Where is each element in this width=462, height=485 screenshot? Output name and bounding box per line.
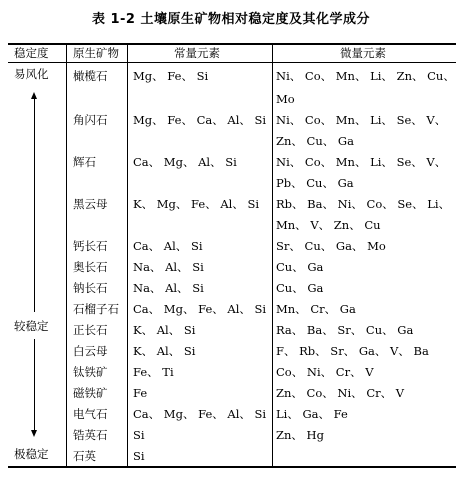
table-title: 表 1-2 土壤原生矿物相对稳定度及其化学成分 <box>91 12 371 27</box>
arrow-down-icon <box>31 430 37 437</box>
trace-elements: F、 Rb、 Sr、 Ga、 V、 Ba <box>276 344 429 358</box>
trace-elements: Ni、 Co、 Mn、 Li、 Zn、 Cu、 <box>276 69 455 83</box>
stability-label-very-stable: 极稳定 <box>14 447 49 461</box>
trace-elements: Cu、 Ga <box>276 260 324 274</box>
major-elements: K、 Al、 Si <box>133 344 196 358</box>
mineral-name: 橄榄石 <box>73 69 108 83</box>
mineral-name: 正长石 <box>73 323 108 337</box>
header-mineral: 原生矿物 <box>73 46 119 60</box>
trace-elements: Rb、 Ba、 Ni、 Co、 Se、 Li、 <box>276 197 451 211</box>
major-elements: Ca、 Mg、 Fe、 Al、 Si <box>133 302 267 316</box>
trace-elements: Zn、 Co、 Ni、 Cr、 V <box>276 386 405 400</box>
major-elements: Fe <box>133 386 148 400</box>
major-elements: K、 Al、 Si <box>133 323 196 337</box>
header-trace-elements: 微量元素 <box>340 46 386 60</box>
major-elements: Mg、 Fe、 Ca、 Al、 Si <box>133 113 267 127</box>
mineral-name: 钠长石 <box>73 281 108 295</box>
trace-elements: Mn、 Cr、 Ga <box>276 302 356 316</box>
major-elements: K、 Mg、 Fe、 Al、 Si <box>133 197 260 211</box>
major-elements: Fe、 Ti <box>133 365 174 379</box>
trace-elements-continued: Zn、 Cu、 Ga <box>276 134 354 148</box>
stability-arrow-shaft <box>34 339 35 431</box>
mineral-name: 黑云母 <box>73 197 108 211</box>
stability-label-easy: 易风化 <box>14 67 49 81</box>
mineral-name: 石英 <box>73 449 96 463</box>
mineral-name: 奥长石 <box>73 260 108 274</box>
major-elements: Ca、 Al、 Si <box>133 239 203 253</box>
trace-elements: Zn、 Hg <box>276 428 324 442</box>
mineral-name: 钛铁矿 <box>73 365 108 379</box>
trace-elements: Co、 Ni、 Cr、 V <box>276 365 374 379</box>
trace-elements-continued: Mn、 V、 Zn、 Cu <box>276 218 381 232</box>
trace-elements-continued: Pb、 Cu、 Ga <box>276 176 354 190</box>
major-elements: Si <box>133 449 145 463</box>
major-elements: Ca、 Mg、 Fe、 Al、 Si <box>133 407 267 421</box>
header-stability: 稳定度 <box>14 46 49 60</box>
column-divider <box>272 44 273 467</box>
major-elements: Mg、 Fe、 Si <box>133 69 209 83</box>
mineral-name: 白云母 <box>73 344 108 358</box>
trace-elements: Sr、 Cu、 Ga、 Mo <box>276 239 386 253</box>
trace-elements: Li、 Ga、 Fe <box>276 407 348 421</box>
mineral-name: 角闪石 <box>73 113 108 127</box>
stability-label-moderate: 较稳定 <box>14 319 49 333</box>
table-bottom-rule <box>8 466 456 468</box>
header-major-elements: 常量元素 <box>174 46 220 60</box>
trace-elements-continued: Mo <box>276 92 295 106</box>
major-elements: Ca、 Mg、 Al、 Si <box>133 155 237 169</box>
trace-elements: Ni、 Co、 Mn、 Li、 Se、 V、 <box>276 113 447 127</box>
mineral-name: 磁铁矿 <box>73 386 108 400</box>
major-elements: Na、 Al、 Si <box>133 281 204 295</box>
mineral-name: 钙长石 <box>73 239 108 253</box>
major-elements: Na、 Al、 Si <box>133 260 204 274</box>
mineral-name: 辉石 <box>73 155 96 169</box>
mineral-name: 锆英石 <box>73 428 108 442</box>
major-elements: Si <box>133 428 145 442</box>
trace-elements: Ra、 Ba、 Sr、 Cu、 Ga <box>276 323 414 337</box>
mineral-name: 石榴子石 <box>73 302 119 316</box>
trace-elements: Ni、 Co、 Mn、 Li、 Se、 V、 <box>276 155 447 169</box>
trace-elements: Cu、 Ga <box>276 281 324 295</box>
stability-arrow-shaft <box>34 98 35 312</box>
mineral-name: 电气石 <box>73 407 108 421</box>
table-header-rule <box>8 62 456 63</box>
column-divider <box>66 44 67 467</box>
column-divider <box>127 44 128 467</box>
